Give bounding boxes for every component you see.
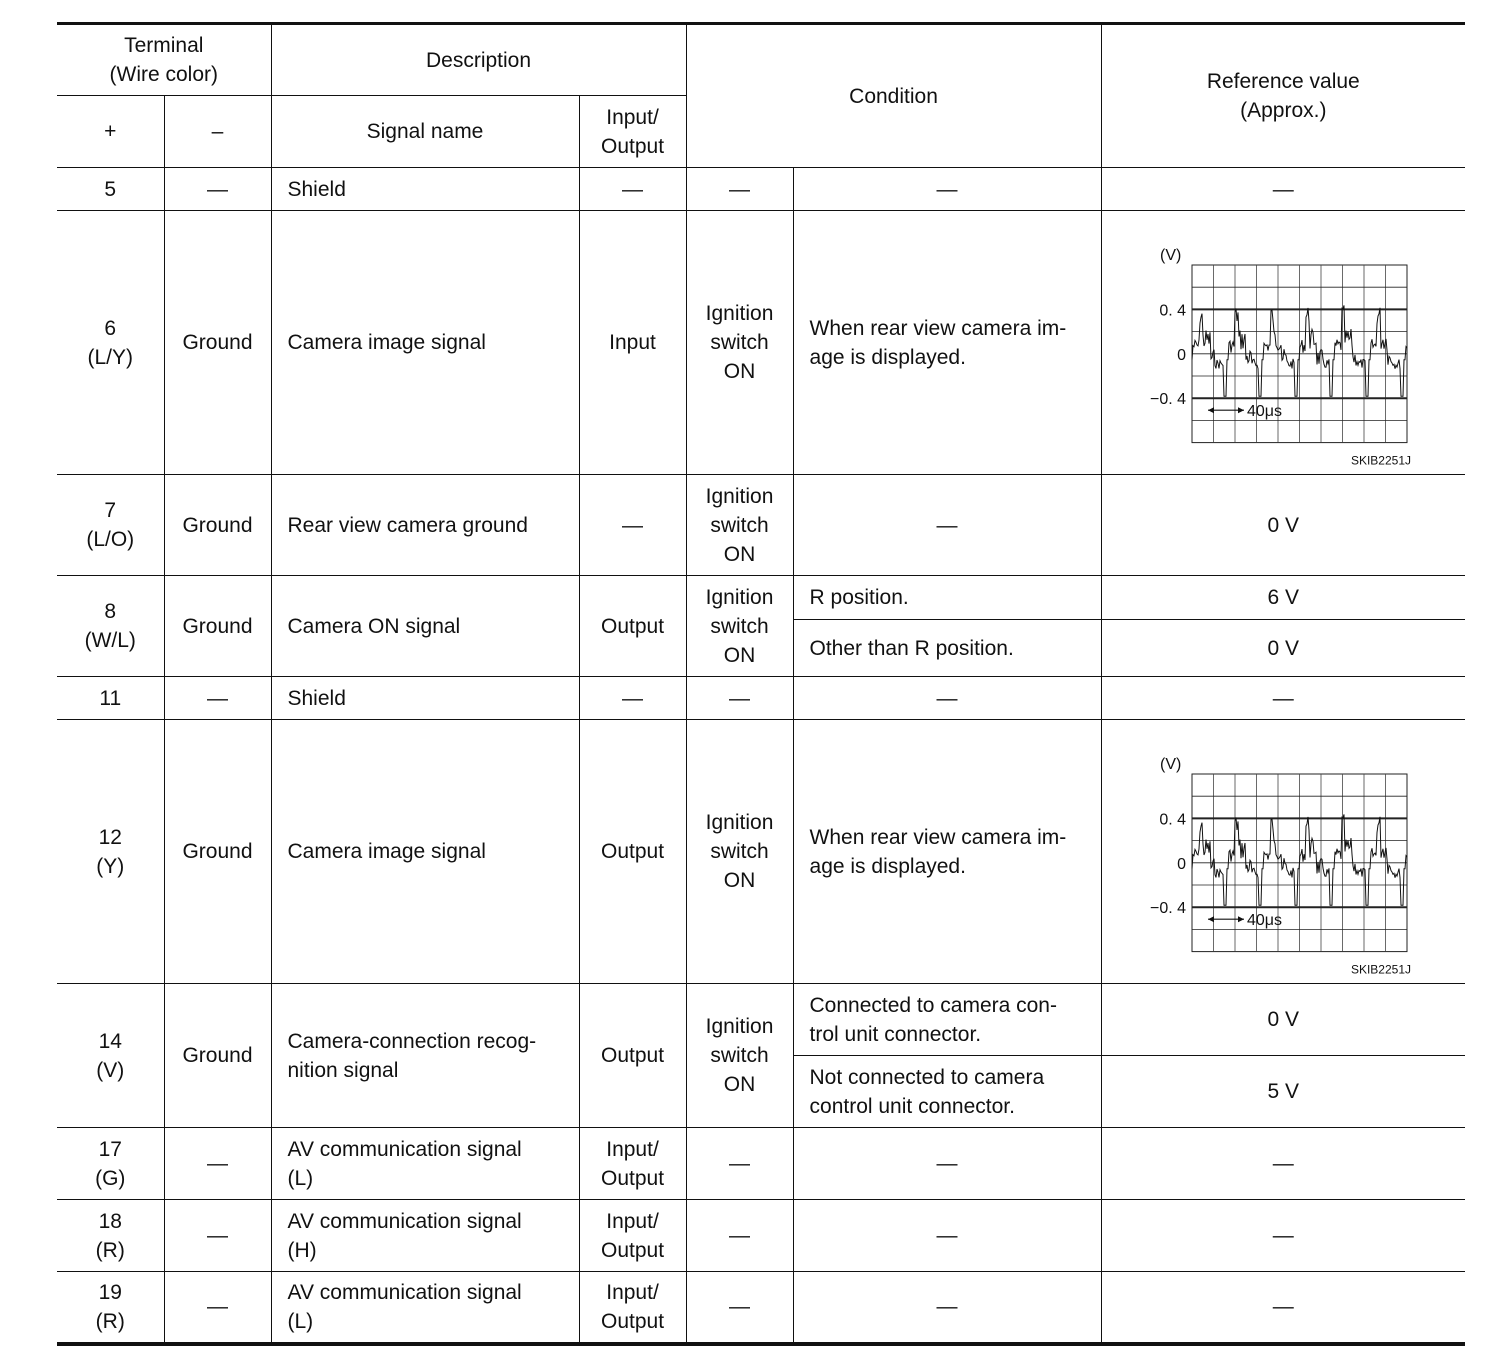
header-terminal: Terminal (Wire color) <box>57 24 271 96</box>
reference-value: — <box>1101 1272 1465 1344</box>
condition-detail: When rear view camera im- age is displayed. <box>793 720 1101 984</box>
terminal-spec-table <box>57 22 1465 1346</box>
scope-y-label: 0. 4 <box>1158 301 1186 319</box>
table-row <box>57 1272 1465 1344</box>
header-signal-name: Signal name <box>271 96 579 168</box>
io-cell: Input/ Output <box>579 1200 686 1272</box>
table-row <box>57 475 1465 576</box>
reference-value: 6 V <box>1101 576 1465 620</box>
ground-terminal: Ground <box>164 211 271 475</box>
io-cell: — <box>579 677 686 720</box>
reference-value: 0 V <box>1101 620 1465 677</box>
condition-detail: — <box>793 168 1101 211</box>
terminal-number: 8 (W/L) <box>57 576 164 677</box>
header-description: Description <box>271 24 686 96</box>
terminal-number: 18 (R) <box>57 1200 164 1272</box>
reference-value: 0 V <box>1101 475 1465 576</box>
scope-y-label: 0 <box>1176 855 1186 873</box>
io-cell: Output <box>579 984 686 1128</box>
signal-name: Shield <box>271 677 579 720</box>
condition-detail: — <box>793 475 1101 576</box>
condition-switch: Ignition switch ON <box>686 475 793 576</box>
table-row <box>57 677 1465 720</box>
terminal-number: 6 (L/Y) <box>57 211 164 475</box>
io-cell: Input/ Output <box>579 1272 686 1344</box>
io-cell: Output <box>579 576 686 677</box>
scope-period-label: 40μs <box>1246 911 1282 929</box>
signal-name: AV communication signal (L) <box>271 1272 579 1344</box>
table-row <box>57 984 1465 1056</box>
scope-y-label: −0. 4 <box>1149 899 1186 917</box>
ground-terminal: — <box>164 1128 271 1200</box>
table-row <box>57 1200 1465 1272</box>
signal-name: Camera image signal <box>271 720 579 984</box>
table-row <box>57 576 1465 620</box>
ground-terminal: Ground <box>164 984 271 1128</box>
signal-name: AV communication signal (H) <box>271 1200 579 1272</box>
header-plus: + <box>57 96 164 168</box>
header-reference: Reference value (Approx.) <box>1101 24 1465 168</box>
table-row <box>57 168 1465 211</box>
scope-y-label: 0. 4 <box>1158 810 1186 828</box>
signal-name: AV communication signal (L) <box>271 1128 579 1200</box>
terminal-number: 11 <box>57 677 164 720</box>
oscilloscope-figure <box>1102 721 1466 983</box>
signal-name: Camera image signal <box>271 211 579 475</box>
reference-value: — <box>1101 1200 1465 1272</box>
io-cell: — <box>579 168 686 211</box>
scope-period-label: 40μs <box>1246 402 1282 420</box>
ground-terminal: — <box>164 1272 271 1344</box>
condition-detail: — <box>793 1272 1101 1344</box>
condition-detail: — <box>793 1128 1101 1200</box>
io-cell: Output <box>579 720 686 984</box>
ground-terminal: Ground <box>164 720 271 984</box>
condition-switch: — <box>686 1200 793 1272</box>
table-row <box>57 211 1465 475</box>
ground-terminal: — <box>164 677 271 720</box>
ground-terminal: — <box>164 168 271 211</box>
scope-arrow-head <box>1208 407 1214 413</box>
condition-detail: — <box>793 1200 1101 1272</box>
scope-arrow-head <box>1238 407 1244 413</box>
io-cell: Input/ Output <box>579 1128 686 1200</box>
reference-value: — <box>1101 677 1465 720</box>
signal-name: Rear view camera ground <box>271 475 579 576</box>
signal-name: Camera ON signal <box>271 576 579 677</box>
reference-value: 0 V <box>1101 984 1465 1056</box>
header-minus: – <box>164 96 271 168</box>
io-cell: Input <box>579 211 686 475</box>
condition-switch: — <box>686 677 793 720</box>
scope-unit-label: (V) <box>1159 755 1181 773</box>
terminal-number: 17 (G) <box>57 1128 164 1200</box>
reference-waveform <box>1101 720 1465 984</box>
scope-figure-code: SKIB2251J <box>1350 453 1411 468</box>
condition-switch: Ignition switch ON <box>686 984 793 1128</box>
condition-detail: Not connected to camera control unit connector. <box>793 1056 1101 1128</box>
signal-name: Shield <box>271 168 579 211</box>
condition-switch: Ignition switch ON <box>686 720 793 984</box>
scope-unit-label: (V) <box>1159 246 1181 264</box>
reference-value: 5 V <box>1101 1056 1465 1128</box>
oscilloscope-figure <box>1102 212 1466 474</box>
scope-arrow-head <box>1208 916 1214 922</box>
terminal-number: 14 (V) <box>57 984 164 1128</box>
scope-y-label: 0 <box>1176 346 1186 364</box>
condition-detail: When rear view camera im- age is displayed. <box>793 211 1101 475</box>
scope-arrow-head <box>1238 916 1244 922</box>
terminal-number: 12 (Y) <box>57 720 164 984</box>
terminal-number: 7 (L/O) <box>57 475 164 576</box>
condition-switch: Ignition switch ON <box>686 576 793 677</box>
terminal-number: 5 <box>57 168 164 211</box>
reference-waveform <box>1101 211 1465 475</box>
signal-name: Camera-connection recog- nition signal <box>271 984 579 1128</box>
reference-value: — <box>1101 1128 1465 1200</box>
table-row <box>57 1128 1465 1200</box>
io-cell: — <box>579 475 686 576</box>
condition-detail: Other than R position. <box>793 620 1101 677</box>
reference-value: — <box>1101 168 1465 211</box>
table-row <box>57 720 1465 984</box>
header-condition: Condition <box>686 24 1101 168</box>
condition-detail: R position. <box>793 576 1101 620</box>
condition-detail: — <box>793 677 1101 720</box>
condition-switch: Ignition switch ON <box>686 211 793 475</box>
header-input-output: Input/ Output <box>579 96 686 168</box>
condition-switch: — <box>686 1272 793 1344</box>
terminal-number: 19 (R) <box>57 1272 164 1344</box>
ground-terminal: — <box>164 1200 271 1272</box>
scope-figure-code: SKIB2251J <box>1350 962 1411 977</box>
ground-terminal: Ground <box>164 475 271 576</box>
condition-switch: — <box>686 1128 793 1200</box>
scope-y-label: −0. 4 <box>1149 390 1186 408</box>
ground-terminal: Ground <box>164 576 271 677</box>
condition-switch: — <box>686 168 793 211</box>
condition-detail: Connected to camera con- trol unit connector. <box>793 984 1101 1056</box>
